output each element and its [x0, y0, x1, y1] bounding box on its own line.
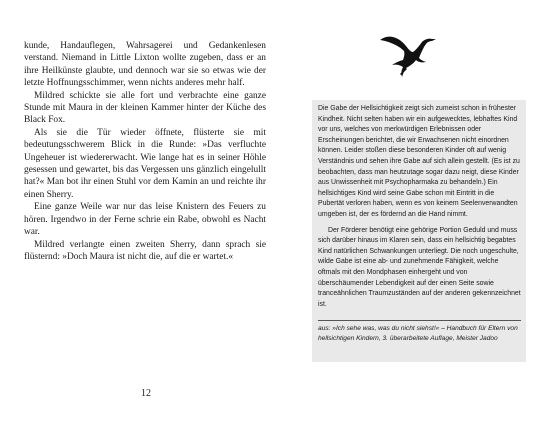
left-page-text [24, 40, 266, 263]
paragraph: kunde, Handauflegen, Wahrsagerei und Gedankenlesen verstand. Niemand in Little Lixton wollte zugeben, dass er an ihre Heilkünste glaubte, und dennoch war sie so etwas wie der letzte Hoffnungsschimmer, wenn nichts anderes mehr half. [24, 41, 266, 89]
source-citation: aus: »Ich sehe was, was du nicht siehst!« – Handbuch für Eltern von hellsichtigen Kindern, 3. überarbeitete Auflage, Meister Jadoo [318, 320, 521, 343]
paragraph: Als sie die Tür wieder öffnete, flüsterte sie mit bedeutungsschwerem Blick in die Runde: »Das verfluchte Ungeheuer ist wiedererwacht. Wie lange hat es in seiner Höhle gesessen und gewartet, bis das Vergessen uns gänzlich eingelullt hat?« Man bot ihr einen Stuhl vor dem Kamin an und reichte ihr einen Sherry. [24, 127, 266, 200]
raven-icon [376, 30, 438, 78]
paragraph: Mildred verlangte einen zweiten Sherry, dann sprach sie flüsternd: »Doch Maura ist nicht die, auf die er wartet.« [24, 239, 266, 262]
right-page-text [318, 104, 521, 348]
paragraph: Eine ganze Weile war nur das leise Knistern des Feuers zu hören. Irgendwo in der Ferne schrie ein Rabe, obwohl es Nacht war. [24, 202, 266, 238]
paragraph: Mildred schickte sie alle fort und verbrachte eine ganze Stunde mit Maura in der kleinen Kammer hinter der Küche des Black Fox. [24, 90, 266, 126]
paragraph: Die Gabe der Hellsichtigkeit zeigt sich zumeist schon in frühester Kindheit. Nicht selten haben wir ein aufgewecktes, lebhaftes Kind vor uns, welches von merkwürdigen Erlebnissen oder Erscheinungen berichtet, die wir Erwachsenen nicht einordnen können. Leider stoßen diese besonderen Kinder oft auf wenig Verständnis und sehen ihre Gabe auf sich allein gestellt. (Es ist zu beobachten, dass man heutzutage sogar dazu neigt, diese Kinder aus Unwissenheit mit Psychopharmaka zu behandeln.) Ein hellsichtiges Kind wird seine Gabe schon mit Eintritt in die Pubertät verloren haben, wenn es von keinem Seelenverwandten umgeben ist, der es fördernd an die Hand nimmt. [318, 105, 520, 218]
page-number: 12 [141, 388, 151, 399]
paragraph: Der Förderer benötigt eine gehörige Portion Geduld und muss sich darüber hinaus im Klaren sein, dass ein hellsichtig begabtes Kind natürlichen Schwankungen unterliegt. Die noch ungeschulte, wilde Gabe ist eine ab- und zunehmende Fähigkeit, welche oftmals mit den Mondphasen einhergeht und von überschäumender Lebendigkeit auf der einen Seite sowie tranceähnlichen Traumzuständen auf der anderen gekennzeichnet ist. [318, 226, 521, 308]
